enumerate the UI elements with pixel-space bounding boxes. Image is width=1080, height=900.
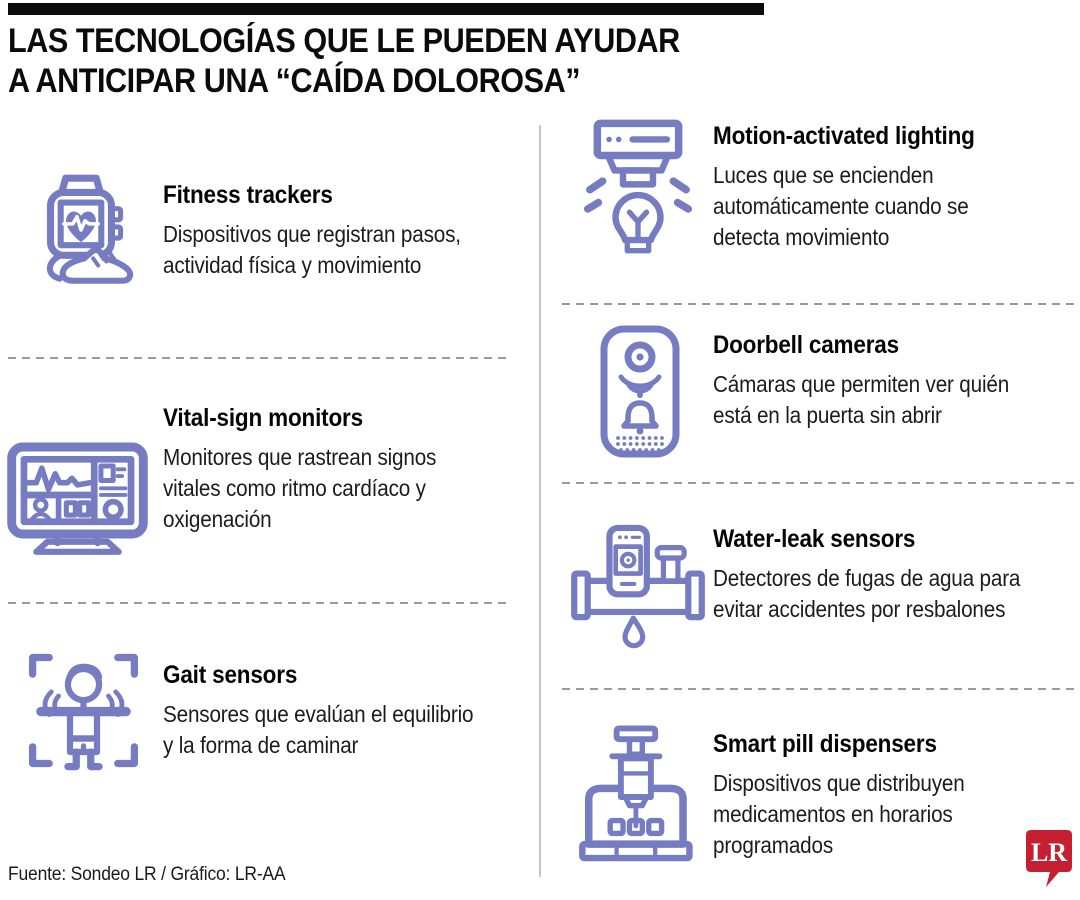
title-accent-bar xyxy=(8,3,764,15)
section-divider xyxy=(562,482,1076,484)
item-fitness-trackers xyxy=(163,180,523,281)
item-description: Sensores que evalúan el equilibrio y la forma de caminar xyxy=(163,701,474,758)
item-smart-pill-dispensers xyxy=(713,729,1073,861)
item-title: Smart pill dispensers xyxy=(713,730,937,758)
vital-sign-monitor-icon xyxy=(5,420,150,585)
doorbell-camera-icon xyxy=(585,325,695,463)
section-divider xyxy=(8,602,512,604)
item-vital-sign-monitors xyxy=(163,403,523,535)
page-title: LAS TECNOLOGÍAS QUE LE PUEDEN AYUDAR A ANTICIPAR UNA “CAÍDA DOLOROSA” xyxy=(8,22,680,100)
item-water-leak-sensors xyxy=(713,524,1073,625)
item-title: Water-leak sensors xyxy=(713,525,916,553)
gait-sensor-icon xyxy=(16,643,151,783)
section-divider xyxy=(562,303,1076,305)
item-motion-activated-lighting xyxy=(713,121,1073,253)
item-description: Dispositivos que distribuyen medicamentos en horarios programados xyxy=(713,770,965,858)
lr-logo xyxy=(1026,830,1072,888)
motion-activated-lighting-icon xyxy=(568,118,708,275)
lr-logo-text: LR xyxy=(1030,838,1068,867)
item-description: Cámaras que permiten ver quién está en la puerta sin abrir xyxy=(713,371,1010,428)
item-gait-sensors xyxy=(163,660,523,761)
item-title: Motion-activated lighting xyxy=(713,122,975,150)
item-title: Gait sensors xyxy=(163,661,298,689)
fitness-tracker-icon xyxy=(16,166,148,303)
item-doorbell-cameras xyxy=(713,330,1073,431)
item-description: Luces que se encienden automáticamente cuando se detecta movimiento xyxy=(713,162,969,250)
water-leak-sensor-icon xyxy=(568,513,708,663)
item-title: Fitness trackers xyxy=(163,181,333,209)
section-divider xyxy=(562,688,1076,690)
source-credit: Fuente: Sondeo LR / Gráfico: LR-AA xyxy=(8,864,286,885)
item-description: Dispositivos que registran pasos, actividad física y movimiento xyxy=(163,221,461,278)
item-description: Detectores de fugas de agua para evitar accidentes por resbalones xyxy=(713,565,1021,622)
item-description: Monitores que rastrean signos vitales como ritmo cardíaco y oxigenación xyxy=(163,444,437,532)
speaker-dots xyxy=(616,436,664,452)
item-title: Doorbell cameras xyxy=(713,331,899,359)
column-divider xyxy=(539,125,541,877)
item-title: Vital-sign monitors xyxy=(163,404,363,432)
section-divider xyxy=(8,357,512,359)
smart-pill-dispenser-icon xyxy=(565,722,710,877)
